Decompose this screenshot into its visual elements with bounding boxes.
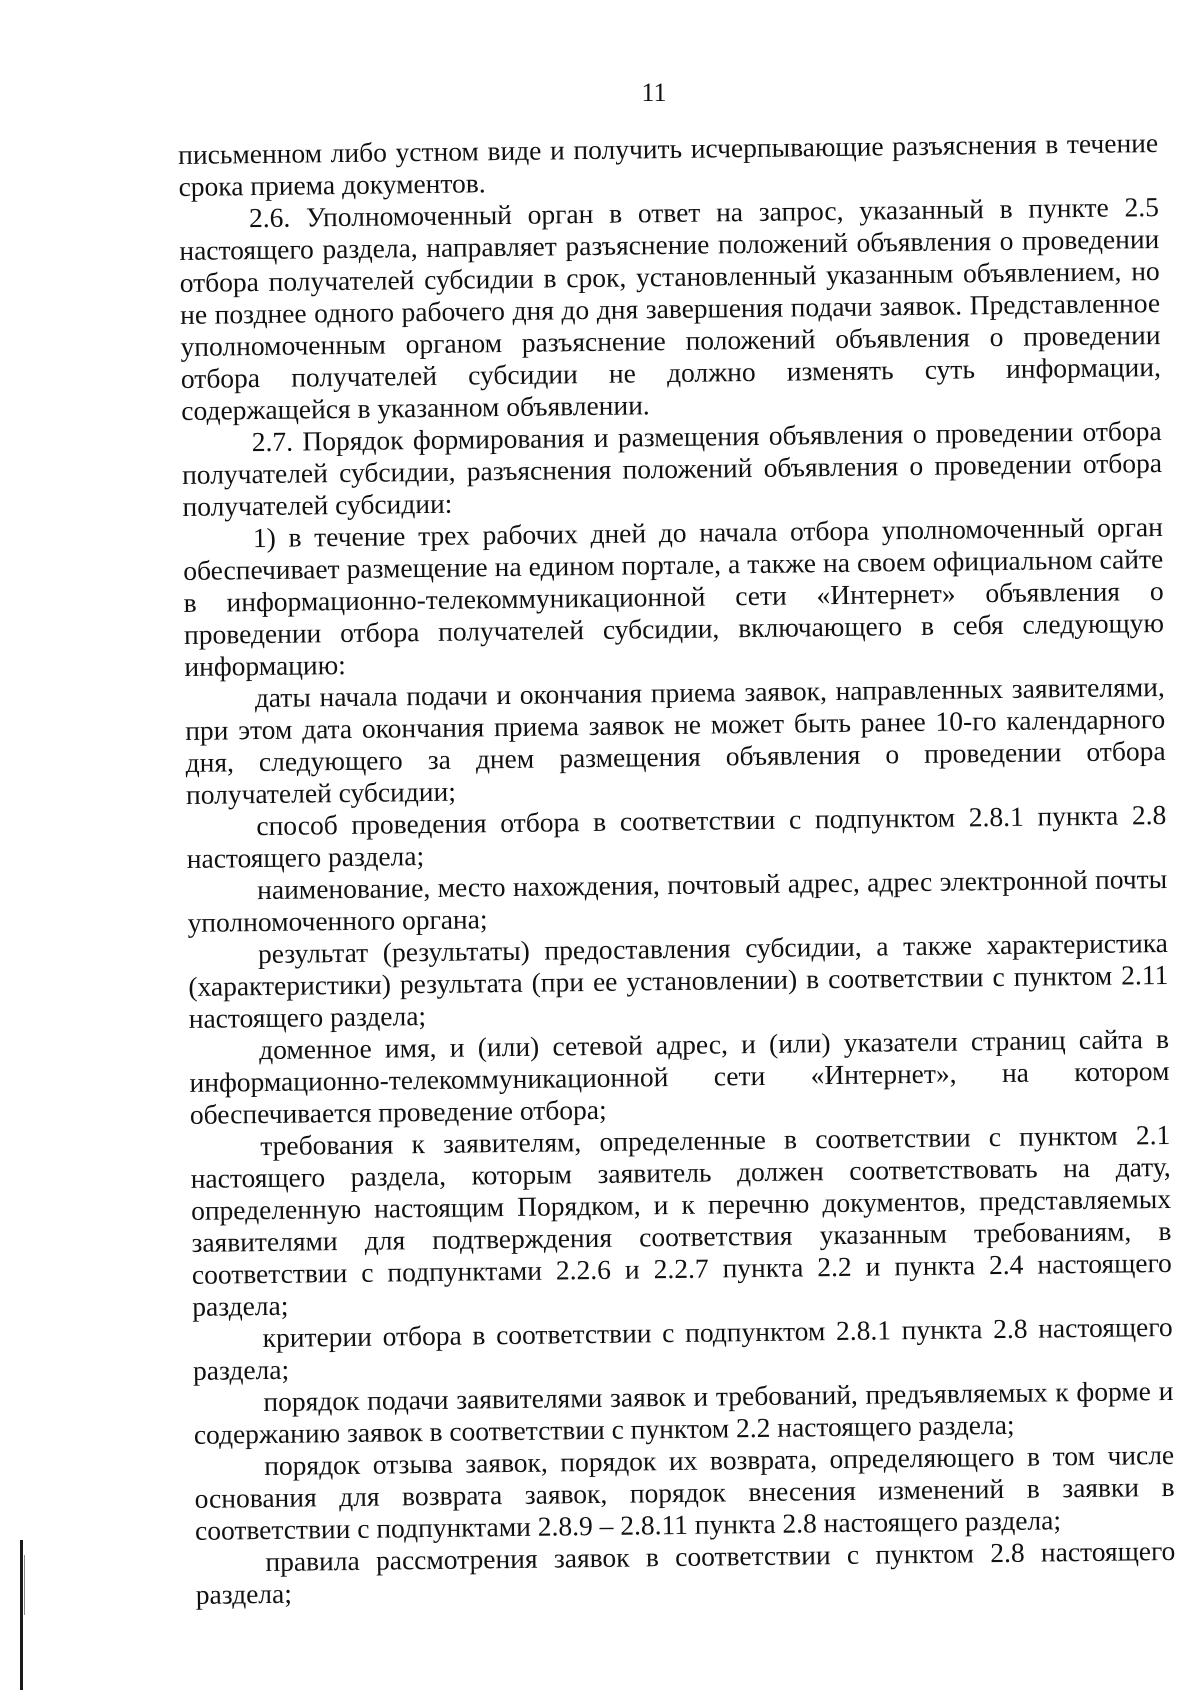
list-item-domain: доменное имя, и (или) сетевой адрес, и (или) указатели страниц сайта в информационно-телекоммуникационной сети «Интернет», на котором обеспечивается проведение отбора;	[189, 1022, 1170, 1130]
list-item-withdrawal-order: порядок отзыва заявок, порядок их возврата, определяющего в том числе основания для возврата заявок, порядок внесения изменений в заявки в соответствии с подпунктами 2.8.9 – 2.8.11 пункта 2.8 настоящего раздела;	[194, 1438, 1175, 1546]
paragraph-2-6: 2.6. Уполномоченный орган в ответ на запрос, указанный в пункте 2.5 настоящего раздела, направляет разъяснение положений объявления о проведении отбора получателей субсидии в срок, установленный указанным объявлением, но не позднее одного рабочего дня до дня завершения подачи заявок. Представленное уполномоченным органом разъяснение положений объявления о проведении отбора получателей субсидии не должно изменять суть информации, содержащейся в указанном объявлении.	[179, 191, 1162, 426]
document-body	[178, 127, 1176, 1611]
paragraph-2-7-item-1: 1) в течение трех рабочих дней до начала отбора уполномоченный орган обеспечивает размещение на едином портале, а также на своем официальном сайте в информационно-телекоммуникационной сети «Интернет» объявления о проведении отбора получателей субсидии, включающего в себя следующую информацию:	[183, 510, 1165, 682]
list-item-organ-details: наименование, место нахождения, почтовый адрес, адрес электронной почты уполномоченного органа;	[187, 862, 1168, 938]
list-item-results: результат (результаты) предоставления субсидии, а также характеристика (характеристики) результата (при ее установлении) в соответствии с пунктом 2.11 настоящего раздела;	[188, 926, 1169, 1034]
list-item-dates: даты начала подачи и окончания приема заявок, направленных заявителями, при этом дата окончания приема заявок не может быть ранее 10-го календарного дня, следующего за днем размещения объявления о проведении отбора получателей субсидии;	[185, 670, 1166, 810]
scan-margin-mark-thin	[24, 1555, 25, 1615]
paragraph-2-7: 2.7. Порядок формирования и размещения объявления о проведении отбора получателей субсидии, разъяснения положений объявления о проведении отбора получателей субсидии:	[181, 415, 1163, 522]
list-item-requirements: требования к заявителям, определенные в соответствии с пунктом 2.1 настоящего раздела, которым заявитель должен соответствовать на дату, определенную настоящим Порядком, и к перечню документов, представляемых заявителями для подтверждения соответствия указанным требованиям, в соответствии с подпунктами 2.2.6 и 2.2.7 пункта 2.2 и пункта 2.4 настоящего раздела;	[190, 1118, 1172, 1322]
list-item-method: способ проведения отбора в соответствии с подпунктом 2.8.1 пункта 2.8 настоящего раздела;	[186, 798, 1167, 874]
list-item-review-rules: правила рассмотрения заявок в соответствии с пунктом 2.8 настоящего раздела;	[195, 1534, 1176, 1610]
scan-margin-mark	[20, 1540, 23, 1690]
page-number: 11	[641, 78, 667, 107]
list-item-submission-order: порядок подачи заявителями заявок и требований, предъявляемых к форме и содержанию заявок в соответствии с пунктом 2.2 настоящего раздела;	[193, 1374, 1174, 1450]
paragraph-continuation: письменном либо устном виде и получить исчерпывающие разъяснения в течение срока приема документов.	[178, 127, 1159, 202]
list-item-criteria: критерии отбора в соответствии с подпунктом 2.8.1 пункта 2.8 настоящего раздела;	[192, 1310, 1173, 1386]
